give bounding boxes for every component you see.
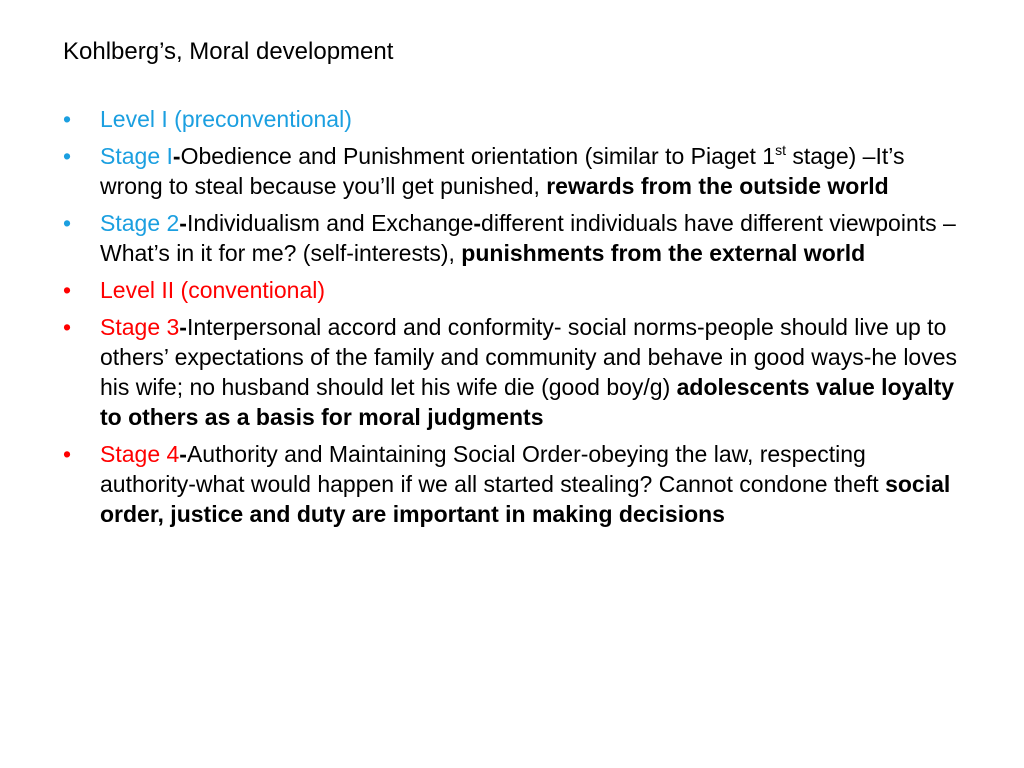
level-1-label: Level I (preconventional) xyxy=(100,106,352,132)
slide-title: Kohlberg’s, Moral development xyxy=(63,38,394,65)
stage-2-label: Stage 2 xyxy=(100,210,180,236)
stage-4-bold: social order, justice and duty are important in making decisions xyxy=(100,471,951,527)
stage-1-superscript: st xyxy=(775,142,786,158)
bullet-list xyxy=(63,104,958,536)
stage-4-label: Stage 4 xyxy=(100,441,180,467)
stage-1-text: Obedience and Punishment orientation (similar to Piaget 1 xyxy=(180,143,776,169)
bullet-dot-icon: • xyxy=(63,441,72,467)
stage-2-bold: punishments from the external world xyxy=(461,240,866,266)
stage-2-text-continued: different individuals have different viewpoints –What’s in it for me? (self-interests), xyxy=(100,210,956,266)
bullet-dot-icon: • xyxy=(63,277,72,303)
stage-2-text: Individualism and Exchange xyxy=(186,210,474,236)
bullet-stage-1 xyxy=(63,141,958,201)
bullet-dot-icon: • xyxy=(63,106,72,132)
stage-1-bold: rewards from the outside world xyxy=(546,173,889,199)
stage-3-label: Stage 3 xyxy=(100,314,180,340)
stage-4-dash: - xyxy=(179,441,187,467)
bullet-stage-2 xyxy=(63,208,958,268)
stage-1-label: Stage I xyxy=(100,143,173,169)
bullet-dot-icon: • xyxy=(63,210,72,236)
level-2-label: Level II (conventional) xyxy=(100,277,326,303)
stage-3-text: Interpersonal accord and conformity- social norms-people should live up to others’ expectations of the family and community and behave in good ways-he loves his wife; no husband should let his wife die (good boy/g) xyxy=(100,314,958,400)
bullet-level-1 xyxy=(63,104,958,134)
bullet-stage-3 xyxy=(63,312,958,432)
bullet-dot-icon: • xyxy=(63,314,72,340)
stage-2-dash: - xyxy=(179,210,187,236)
stage-2-dash-2: - xyxy=(473,210,482,236)
stage-3-bold: adolescents value loyalty to others as a basis for moral judgments xyxy=(100,374,955,430)
stage-3-dash: - xyxy=(179,314,187,340)
stage-4-text: Authority and Maintaining Social Order-obeying the law, respecting authority-what would happen if we all started stealing? Cannot condone theft xyxy=(100,441,886,497)
stage-1-dash: - xyxy=(172,143,181,169)
bullet-level-2 xyxy=(63,275,958,305)
stage-1-text-continued: stage) –It’s wrong to steal because you’ll get punished, xyxy=(100,143,905,199)
bullet-stage-4 xyxy=(63,439,958,529)
bullet-dot-icon: • xyxy=(63,143,72,169)
